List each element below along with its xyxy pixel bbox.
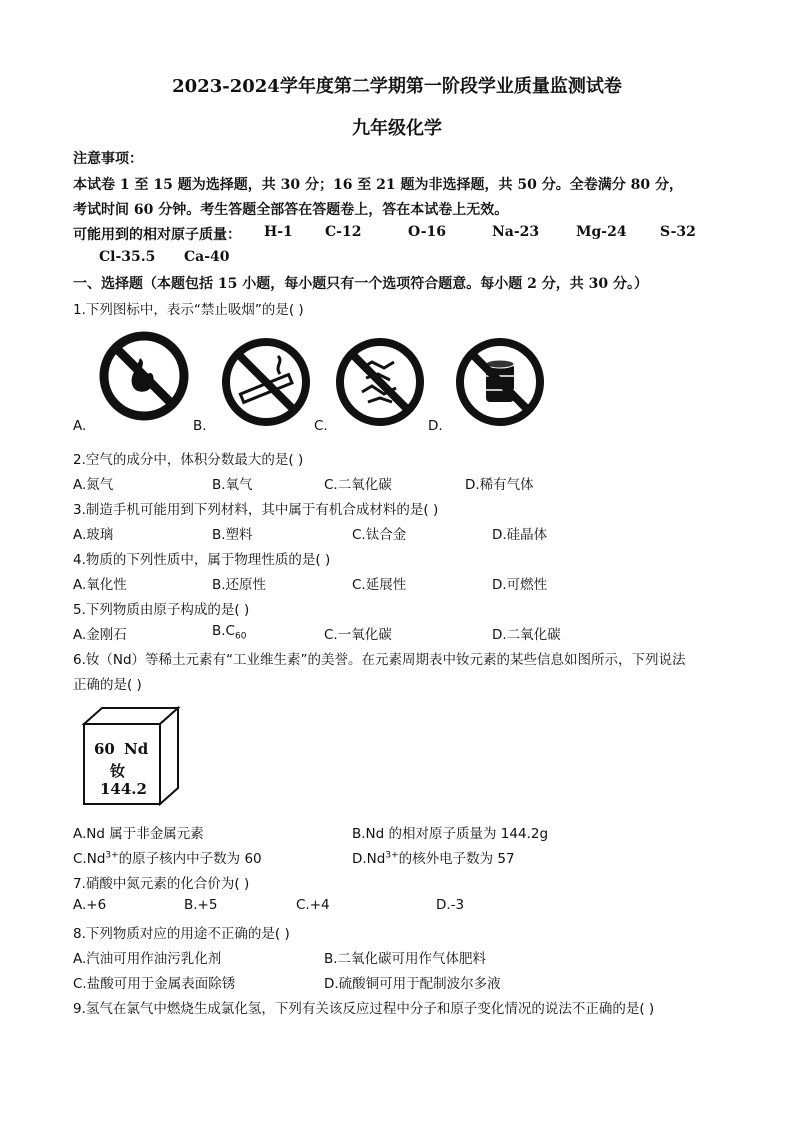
atomic-mass-ca: Ca-40 [184,249,230,265]
atomic-mass-s: S-32 [660,224,696,240]
q2-option-b: B.氧气 [212,477,253,493]
notes-line-1: 本试卷 1 至 15 题为选择题，共 30 分；16 至 21 题为非选择题，共 50 分。全卷满分 80 分， [73,177,683,193]
atomic-mass-mg: Mg-24 [576,224,627,240]
element-name: 钕 [110,762,126,780]
notes-line-2: 考试时间 60 分钟。考生答题全部答在答题卷上，答在本试卷上无效。 [73,202,509,218]
q6-option-d-charge: 3+ [385,850,399,861]
q8-option-d: D.硫酸铜可用于配制波尔多液 [324,976,501,992]
q6-option-d-post: 的核外电子数为 57 [398,851,515,867]
q7-option-b: B.+5 [184,897,218,913]
no-dumping-sign-icon [332,334,428,430]
q3-option-c: C.钛合金 [352,527,407,543]
q2-option-d: D.稀有气体 [465,477,534,493]
q6-option-a: A.Nd 属于非金属元素 [73,826,204,842]
atomic-mass-cl: Cl-35.5 [99,249,156,265]
q5-option-c: C.一氧化碳 [324,627,392,643]
q3-option-b: B.塑料 [212,527,253,543]
no-smoking-sign-icon [218,334,314,430]
q7-option-c: C.+4 [296,897,330,913]
atomic-mass-h: H-1 [264,224,293,240]
q6-option-c [73,847,262,867]
q3-stem: 3.制造手机可能用到下列材料，其中属于有机合成材料的是( ) [73,502,439,518]
q5-option-b-text: B.C [212,623,235,639]
q1-stem: 1.下列图标中，表示“禁止吸烟”的是( ) [73,302,304,318]
q8-stem: 8.下列物质对应的用途不正确的是( ) [73,926,290,942]
q6-stem-line-1: 6.钕（Nd）等稀土元素有“工业维生素”的美誉。在元素周期表中钕元素的某些信息如图所示，下列说法 [73,652,686,668]
q8-option-a: A.汽油可用作油污乳化剂 [73,951,222,967]
q6-option-d-pre: D.Nd [352,851,386,867]
element-cell-figure [82,704,192,808]
q4-option-d: D.可燃性 [492,577,548,593]
atomic-masses-label: 可能用到的相对原子质量： [73,227,241,243]
atomic-mass-na: Na-23 [492,224,540,240]
q8-option-c: C.盐酸可用于金属表面除锈 [73,976,236,992]
q3-option-d: D.硅晶体 [492,527,548,543]
q6-option-b: B.Nd 的相对原子质量为 144.2g [352,826,549,842]
q5-option-d: D.二氧化碳 [492,627,561,643]
q4-option-a: A.氧化性 [73,577,127,593]
q5-stem: 5.下列物质由原子构成的是( ) [73,602,250,618]
q6-option-c-post: 的原子核内中子数为 60 [118,851,262,867]
q4-option-b: B.还原性 [212,577,267,593]
q1-option-b: B. [193,418,207,434]
q6-option-c-pre: C.Nd [73,851,106,867]
q2-option-c: C.二氧化碳 [324,477,392,493]
atomic-mass-o: O-16 [408,224,447,240]
element-atomic-number: 60 [94,740,115,758]
atomic-mass-c: C-12 [325,224,362,240]
q7-stem: 7.硝酸中氮元素的化合价为( ) [73,876,250,892]
q5-option-b [212,623,246,642]
q8-option-b: B.二氧化碳可用作气体肥料 [324,951,487,967]
q2-stem: 2.空气的成分中，体积分数最大的是( ) [73,452,304,468]
exam-title: 2023-2024学年度第二学期第一阶段学业质量监测试卷 [172,76,622,97]
exam-subtitle: 九年级化学 [352,118,442,139]
q5-option-b-subscript: 60 [234,631,247,642]
element-symbol: Nd [124,740,149,758]
q9-stem: 9.氢气在氯气中燃烧生成氯化氢，下列有关该反应过程中分子和原子变化情况的说法不正确的是( ) [73,1001,655,1017]
q1-option-c: C. [314,418,328,434]
q6-stem-line-2: 正确的是( ) [73,677,142,693]
q2-option-a: A.氮气 [73,477,114,493]
q1-option-a: A. [73,418,87,434]
q3-option-a: A.玻璃 [73,527,114,543]
element-atomic-mass: 144.2 [100,780,147,798]
q6-option-d [352,847,515,867]
q5-option-a: A.金刚石 [73,627,127,643]
q7-option-d: D.-3 [436,897,465,913]
notes-heading: 注意事项： [73,151,143,167]
q4-stem: 4.物质的下列性质中，属于物理性质的是( ) [73,552,331,568]
no-fire-sign-icon [96,328,192,424]
q6-option-c-charge: 3+ [105,850,119,861]
section-1-heading: 一、选择题（本题包括 15 小题，每小题只有一个选项符合题意。每小题 2 分，共 30 分。） [73,276,648,292]
q1-option-d: D. [428,418,443,434]
q4-option-c: C.延展性 [352,577,407,593]
no-oil-drum-sign-icon [452,334,548,430]
q7-option-a: A.+6 [73,897,107,913]
